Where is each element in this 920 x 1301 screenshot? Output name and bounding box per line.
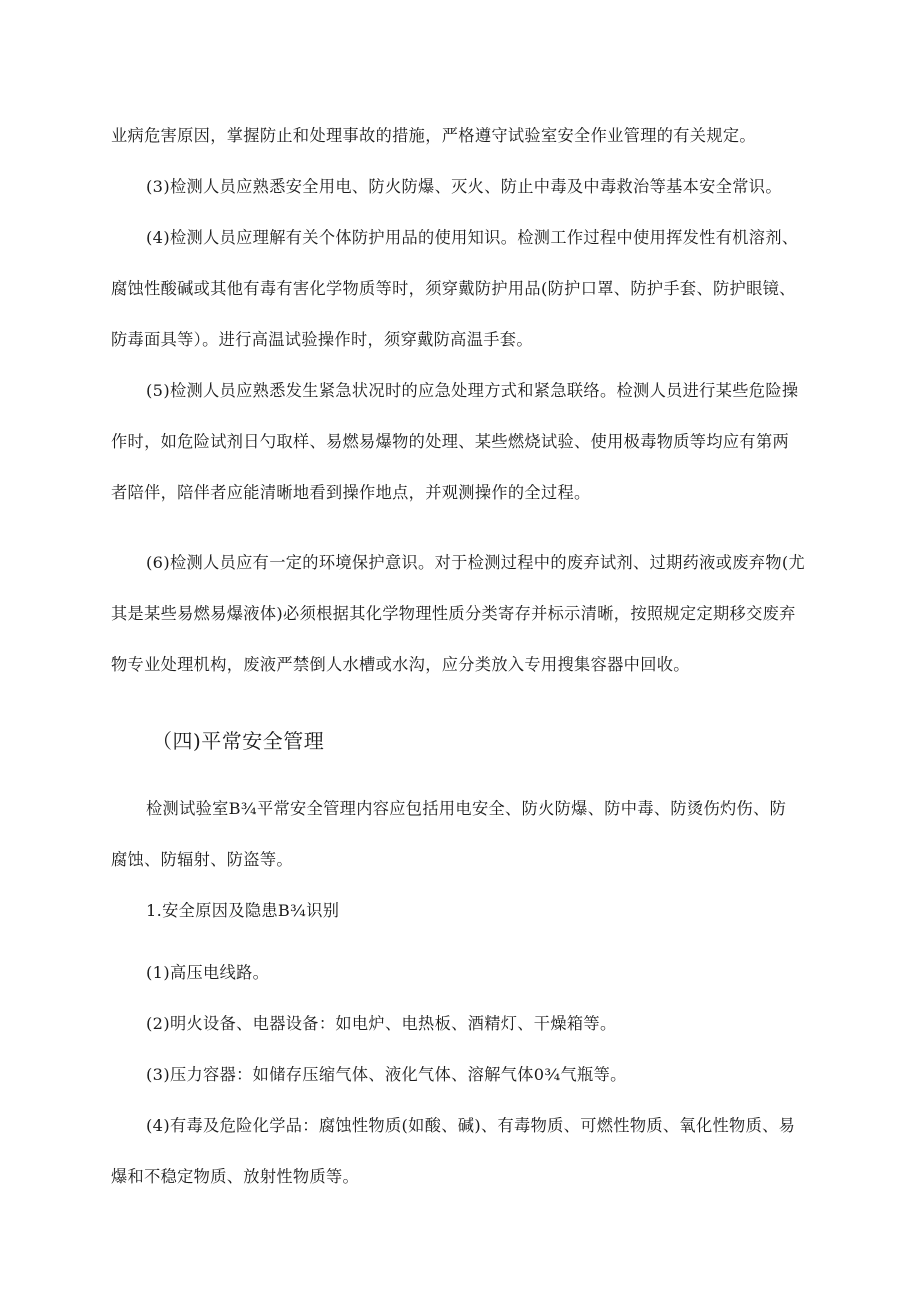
subsection-heading: 1.安全原因及隐患B¾识别 xyxy=(146,901,340,920)
paragraph-line: 检测试验室B¾平常安全管理内容应包括用电安全、防火防爆、防中毒、防烫伤灼伤、防 xyxy=(146,799,787,818)
list-item: (4)有毒及危险化学品：腐蚀性物质(如酸、碱)、有毒物质、可燃性物质、氧化性物质、易 xyxy=(146,1116,796,1135)
list-item: 爆和不稳定物质、放射性物质等。 xyxy=(111,1167,360,1186)
paragraph-line: (5)检测人员应熟悉发生紧急状况时的应急处理方式和紧急联络。检测人员进行某些危险操 xyxy=(146,381,799,400)
list-item: (1)高压电线路。 xyxy=(146,963,270,982)
paragraph-line: 物专业处理机构，废液严禁倒人水槽或水沟，应分类放入专用搜集容器中回收。 xyxy=(111,655,690,674)
list-item: (2)明火设备、电器设备：如电炉、电热板、酒精灯、干燥箱等。 xyxy=(146,1014,617,1033)
paragraph-line: 腐蚀性酸碱或其他有毒有害化学物质等时，须穿戴防护用品(防护口罩、防护手套、防护眼镜、 xyxy=(111,279,796,298)
section-heading: （四)平常安全管理 xyxy=(152,729,325,753)
paragraph-line: (3)检测人员应熟悉安全用电、防火防爆、灭火、防止中毒及中毒救治等基本安全常识。 xyxy=(146,177,782,196)
paragraph-line: (4)检测人员应理解有关个体防护用品的使用知识。检测工作过程中使用挥发性有机溶剂、 xyxy=(146,228,799,247)
paragraph-line: 业病危害原因，掌握防止和处理事故的措施，严格遵守试验室安全作业管理的有关规定。 xyxy=(111,126,756,145)
paragraph-line: 作时，如危险试剂日勺取样、易燃易爆物的处理、某些燃烧试验、使用极毒物质等均应有第两 xyxy=(111,432,790,451)
paragraph-line: 防毒面具等）。进行高温试验操作时，须穿戴防高温手套。 xyxy=(111,330,533,349)
list-item: (3)压力容器：如储存压缩气体、液化气体、溶解气体0¾气瓶等。 xyxy=(146,1065,627,1084)
paragraph-line: (6)检测人员应有一定的环境保护意识。对于检测过程中的废弃试剂、过期药液或废弃物(尤 xyxy=(146,553,806,572)
paragraph-line: 者陪伴，陪伴者应能清晰地看到操作地点，并观测操作的全过程。 xyxy=(111,483,591,502)
paragraph-line: 腐蚀、防辐射、防盗等。 xyxy=(111,850,293,869)
paragraph-line: 其是某些易燃易爆液体)必须根据其化学物理性质分类寄存并标示清晰，按照规定定期移交废弃 xyxy=(111,604,796,623)
